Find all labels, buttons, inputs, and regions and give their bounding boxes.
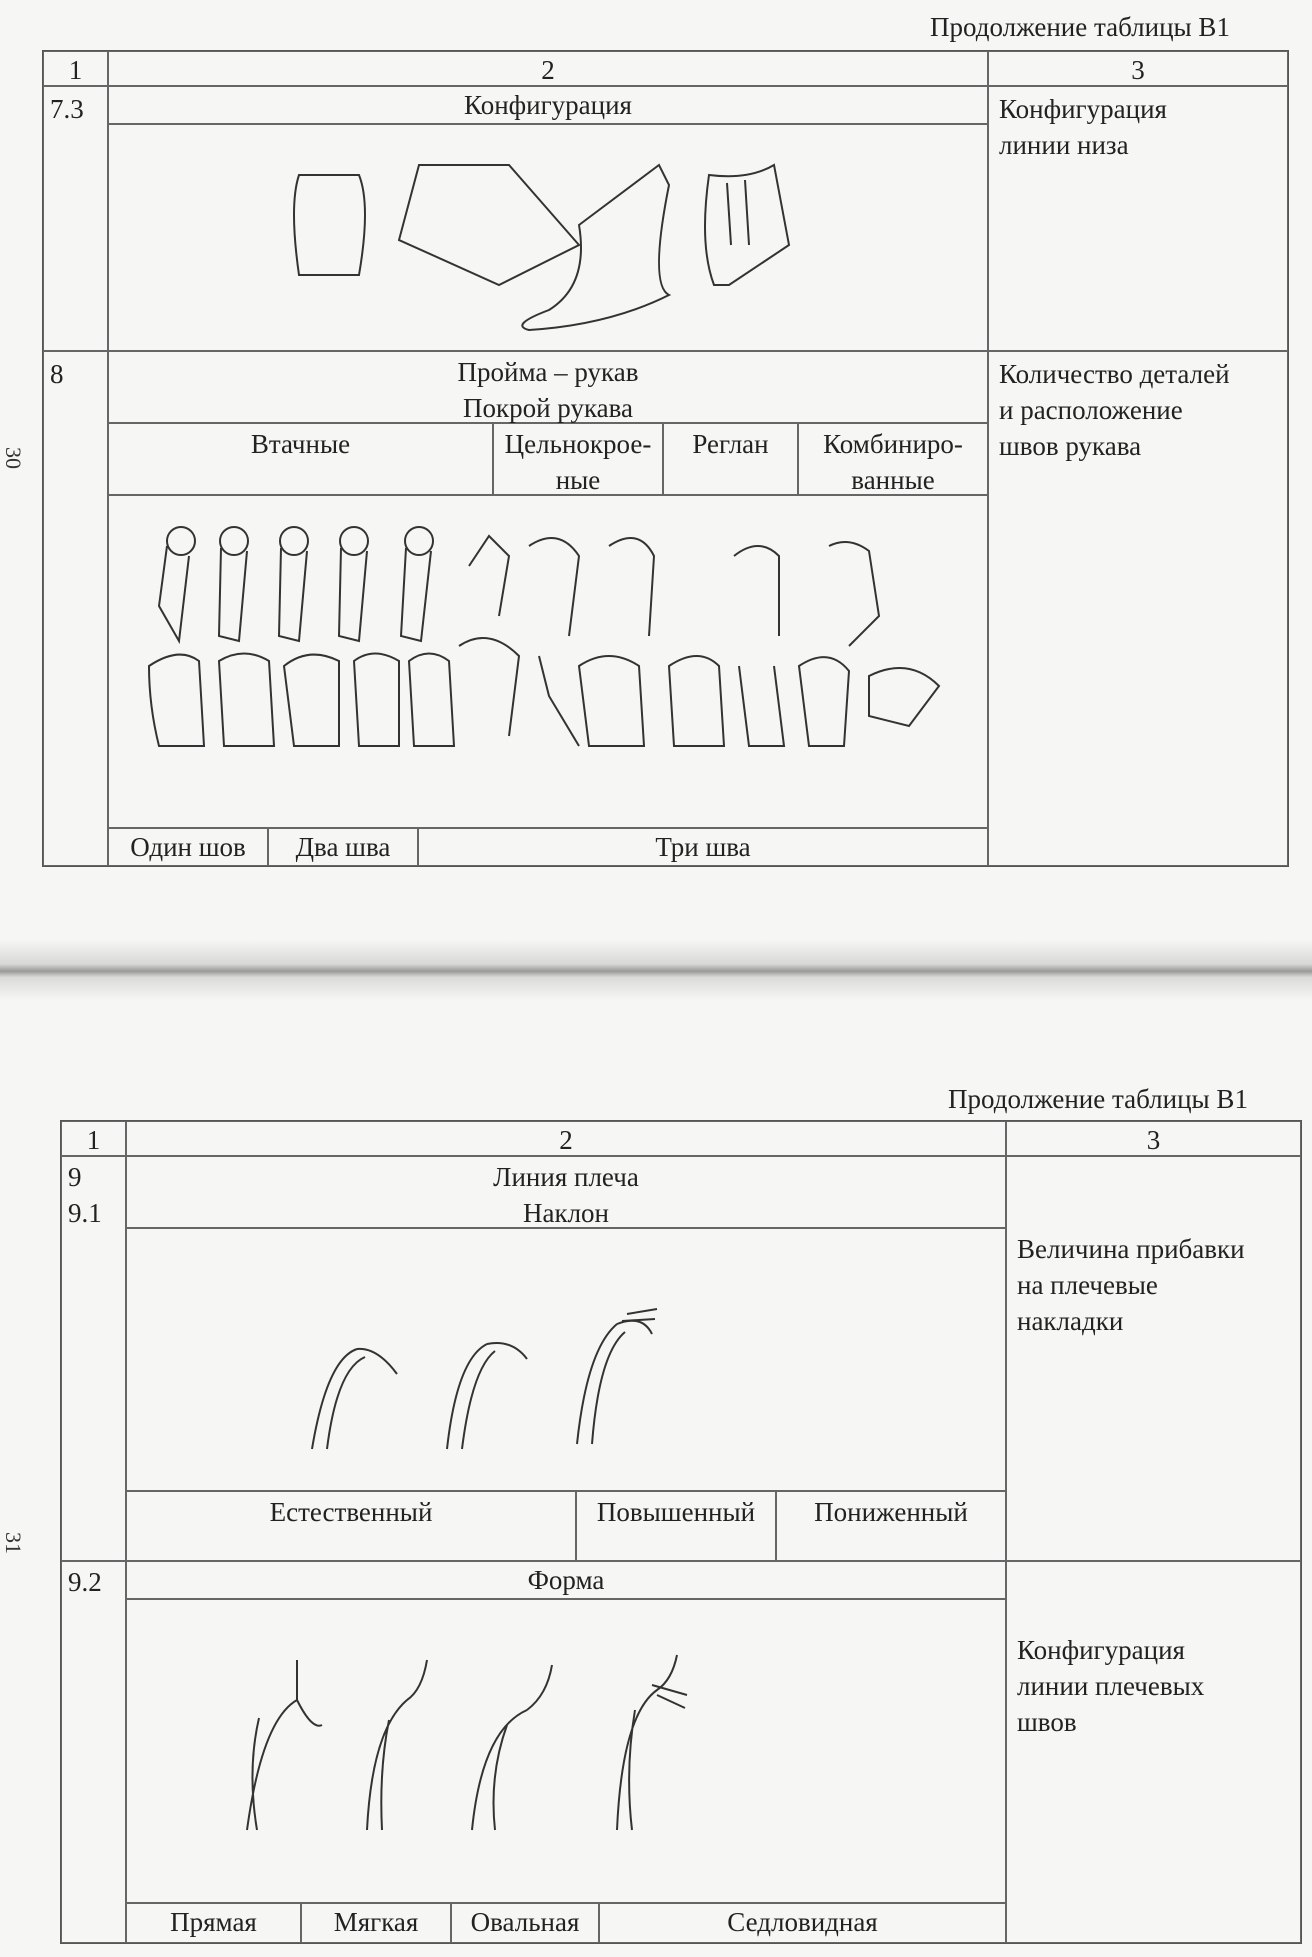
seam-count-one: Один шов <box>108 828 268 866</box>
page-number: 31 <box>1 1532 26 1554</box>
heading-shoulder-line: Линия плеча <box>493 1162 639 1192</box>
row-heading-shoulder <box>126 1156 1006 1228</box>
row-desc-8: Количество деталей и расположение швов рукава <box>988 351 1288 866</box>
form-soft: Мягкая <box>301 1903 451 1943</box>
sleeve-type-combined: Комбиниро- ванные <box>798 423 988 495</box>
heading-armhole-sleeve: Пройма – рукав <box>457 357 639 387</box>
row-number-9: 9 9.1 <box>61 1156 126 1561</box>
col-header-1: 1 <box>43 51 108 86</box>
slope-lowered: Пониженный <box>776 1491 1006 1561</box>
form-straight: Прямая <box>126 1903 301 1943</box>
table-b1-part2 <box>60 1120 1302 1944</box>
continuation-label: Продолжение таблицы В1 <box>930 12 1230 42</box>
row-desc-9: Величина прибавки на плечевые накладки <box>1006 1156 1301 1561</box>
seam-count-two: Два шва <box>268 828 418 866</box>
sleeve-type-raglan: Реглан <box>663 423 798 495</box>
seam-count-three: Три шва <box>418 828 988 866</box>
col-header-1: 1 <box>61 1121 126 1156</box>
hem-shapes-drawing <box>109 125 989 352</box>
page-fold-shadow <box>0 940 1312 1000</box>
row-desc-7-3: Конфигурация линии низа <box>988 86 1288 351</box>
row-heading-form: Форма <box>126 1561 1006 1599</box>
page-number: 30 <box>1 447 26 469</box>
form-oval: Овальная <box>451 1903 599 1943</box>
col-header-2: 2 <box>126 1121 1006 1156</box>
col-header-3: 3 <box>988 51 1288 86</box>
row-number-9-2: 9.2 <box>61 1561 126 1943</box>
page-31 <box>0 1060 1312 1957</box>
row-number-7-3: 7.3 <box>43 86 108 351</box>
shoulder-form-drawing <box>127 1600 1007 1904</box>
row-desc-9-2: Конфигурация линии плечевых швов <box>1006 1561 1301 1943</box>
heading-slope: Наклон <box>522 1198 610 1228</box>
configuration-illustrations <box>108 124 988 351</box>
table-b1-part1 <box>42 50 1289 867</box>
form-saddle: Седловидная <box>599 1903 1006 1943</box>
row-heading-sleeve <box>108 351 988 423</box>
shoulder-form-illustrations <box>126 1599 1006 1903</box>
page-30 <box>0 0 1312 960</box>
shoulder-slope-drawing <box>127 1229 1007 1492</box>
row-number-8: 8 <box>43 351 108 866</box>
sleeve-type-set-in: Втачные <box>108 423 493 495</box>
col-header-3: 3 <box>1006 1121 1301 1156</box>
slope-natural: Естественный <box>126 1491 576 1561</box>
sleeve-type-one-piece: Цельнокрое- ные <box>493 423 663 495</box>
row-heading-configuration: Конфигурация <box>108 86 988 124</box>
slope-raised: Повышенный <box>576 1491 776 1561</box>
continuation-label: Продолжение таблицы В1 <box>948 1084 1248 1114</box>
sleeve-patterns-drawing <box>109 496 989 829</box>
sleeve-cut-illustrations <box>108 495 988 828</box>
col-header-2: 2 <box>108 51 988 86</box>
heading-sleeve-cut: Покрой рукава <box>462 393 634 423</box>
shoulder-slope-illustrations <box>126 1228 1006 1491</box>
